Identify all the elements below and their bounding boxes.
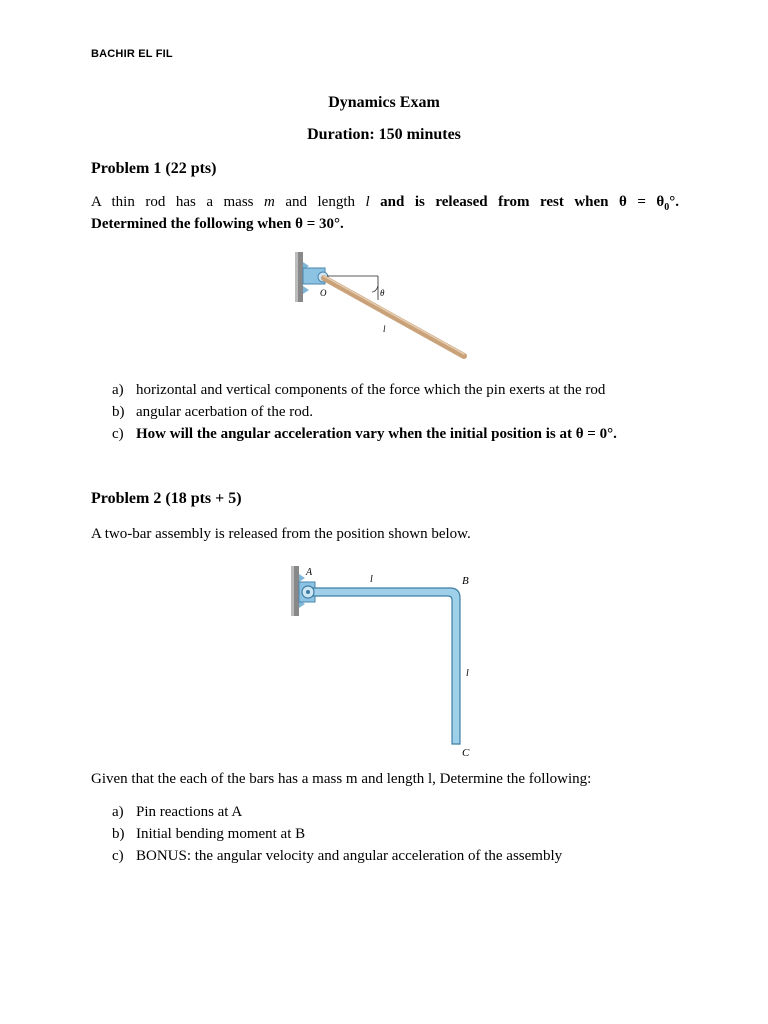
problem1-questions bbox=[112, 379, 712, 445]
list-item: b) angular acerbation of the rod. bbox=[112, 404, 314, 420]
problem1-statement-line1: A thin rod has a mass m and length l and is released from rest when $\theta = \theta_0^\circ$. bbox=[91, 194, 679, 213]
angle-label: θ bbox=[380, 288, 385, 298]
list-item: a) Pin reactions at A bbox=[112, 804, 243, 820]
problem2-intro: A two-bar assembly is released from the position shown below. bbox=[91, 526, 471, 542]
wall bbox=[298, 252, 303, 302]
author-name: BACHIR EL FIL bbox=[91, 48, 173, 60]
label-c: C bbox=[462, 747, 470, 759]
two-bar-figure bbox=[286, 560, 486, 760]
length-label: l bbox=[383, 324, 386, 334]
label-l-side: l bbox=[466, 668, 469, 679]
exam-duration: Duration: 150 minutes bbox=[307, 126, 461, 143]
exam-title: Dynamics Exam bbox=[328, 94, 440, 111]
problem2-heading: Problem 2 (18 pts + 5) bbox=[91, 490, 242, 507]
problem1-heading: Problem 1 (22 pts) bbox=[91, 160, 217, 177]
wall bbox=[294, 566, 299, 616]
problem1-statement-line2: Determined the following when θ = 30°. bbox=[91, 216, 344, 232]
rod-figure bbox=[290, 248, 480, 368]
list-item: b) Initial bending moment at B bbox=[112, 826, 306, 842]
list-item: c) BONUS: the angular velocity and angular acceleration of the assembly bbox=[112, 848, 563, 864]
l-shaped-bar bbox=[308, 588, 460, 744]
thin-rod bbox=[324, 278, 464, 356]
list-item: c) How will the angular acceleration vary when the initial position is at θ = 0°. bbox=[112, 426, 617, 442]
label-b: B bbox=[462, 575, 469, 587]
pivot-label: O bbox=[320, 288, 327, 298]
problem2-questions bbox=[112, 801, 712, 867]
problem2-given: Given that the each of the bars has a mass m and length l, Determine the following: bbox=[91, 771, 592, 787]
label-l-top: l bbox=[370, 574, 373, 585]
list-item: a) horizontal and vertical components of the force which the pin exerts at the rod bbox=[112, 382, 606, 398]
label-a: A bbox=[306, 567, 313, 578]
